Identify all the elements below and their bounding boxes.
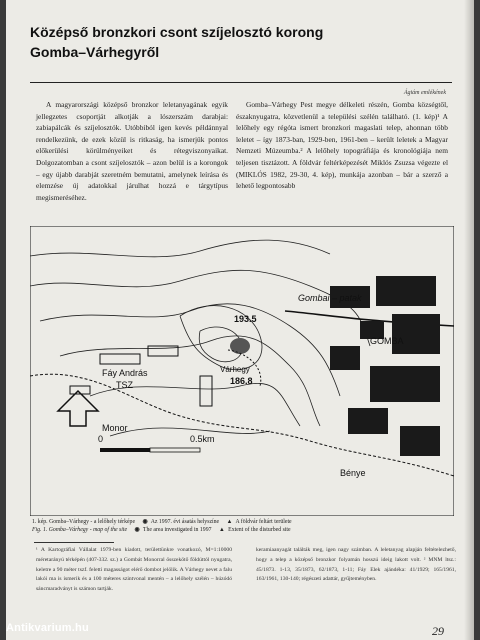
body-right-column: Gomba–Várhegy Pest megye délkeleti részén, Gomba községtől, északnyugatra, közvetlenül a települési szélén található. (1. kép)¹ A lelőhely egy régóta ismert bronzkori magaslati telep, ahonnan több leletet – így 1873-ban, 1929-ben, 1961-ben – került leletek a Magyar Nemzeti Múzeumba.² A lelőhely topográfiája és kronológiája nem teljesen tisztázott. A földvár feltérképezését Miklós Zsuzsa végezte el (MIKLÓS 1982, 29-30, 4. kép), munkája azonban – bár a szerző a lehető legpontosabb	[236, 100, 448, 191]
label-road-benye: Bénye	[340, 468, 366, 478]
footnote-right: keramiaanyagát találták meg, igen nagy számban. A leletanyag alapján feltételezhető, hogy a telep a középső bronzkor folyamán hosszú ideig lakott volt. ² MNM ltsz.: 45/1873. 1-13, 35/1873, 62/1873, 1-11; Fáy Elek ajándéka: 41/1929; 165/1961, 163/1961, 130-140; régészeti adattár, gyűjteményben.	[256, 547, 456, 583]
page-number: 29	[432, 624, 444, 638]
caption-hu-symbol1: Az 1997. évi ásatás helyszíne	[150, 519, 220, 525]
excavation-area	[230, 338, 250, 354]
triangle-symbol-icon: ▲	[226, 519, 233, 525]
book-page	[6, 0, 474, 640]
caption-en-symbol2: Extent of the disturbed site	[228, 527, 291, 533]
caption-hu-row	[32, 518, 462, 526]
caption-en-row	[32, 526, 462, 534]
title-line-1: Középső bronzkori csont szíjelosztó korong	[30, 24, 324, 40]
label-estate-line2: TSZ	[116, 380, 133, 390]
caption-hu-symbol2: A földvár feltárt területe	[235, 519, 292, 525]
title-divider	[30, 82, 452, 83]
label-scale-start: 0	[98, 434, 104, 444]
label-village: GOMBA	[370, 336, 404, 346]
dedication: Ágiám emlékének	[403, 90, 446, 96]
label-elevation-2: 186.8	[230, 376, 253, 386]
label-road-monor: Monor	[102, 423, 128, 433]
label-estate-line1: Fáy András	[102, 368, 148, 378]
article-title	[30, 22, 450, 62]
triangle-symbol-icon: ▲	[218, 527, 225, 533]
caption-en: Fig. 1. Gomba–Várhegy - map of the site	[32, 527, 128, 533]
label-hill: Várhegy	[220, 365, 250, 374]
title-line-2: Gomba–Várhegyről	[30, 44, 160, 60]
label-elevation-1: 193.5	[234, 314, 257, 324]
excavation-symbol-icon: ◉	[134, 527, 140, 533]
label-scale-end: 0.5km	[190, 434, 215, 444]
caption-en-symbol1: The area investigated in 1997	[142, 527, 212, 533]
page-spine-shadow	[464, 0, 474, 640]
caption-hu: 1. kép. Gomba–Várhegy - a lelőhely térképe	[32, 519, 136, 525]
scale-bar-segment	[150, 448, 200, 452]
excavation-symbol-icon: ◉	[142, 519, 148, 525]
label-stream: Gombai – patak	[298, 293, 362, 303]
site-map	[30, 226, 454, 516]
footnote-divider	[34, 542, 114, 543]
footnote-left: ¹ A Kartográfiai Vállalat 1979-ben kiadott, területtünkre vonatkozó, M=1:10000 méretarányú térképén (407-332. sz.) a Gombát Monorral összekötő földúttól nyugatra, keletre a 90 méter tszf. feletti magasságot elérő dombot jelölik. A Várhegy nevet a falu lakói ma is ismerik és a 100 méteres szintvonal mentén – a lelőhely szélén – húzódó sáncmaradványt is számon tartják.	[36, 547, 232, 593]
map-caption	[32, 518, 462, 534]
watermark: Antikvarium.hu	[6, 622, 89, 634]
body-left-column: A magyarországi középső bronzkor leletanyagának egyik jellegzetes csoportját alkotják a lószerszám darabjai: zabiapálcák és szíjelosztók. Utóbbiból igen kevés példánnyal rendelkezünk, de ezek közül is ritkaság, ha ismerjük pontos előkerülési körülményeiket és rétegviszonyaikat. Dolgozatomban a csont szíjelosztók – azon belül is a korongok – egy újabb darabját szeretném bemutatni, amelynek leírása és elemzése új adatokkal járulhat hozzá e tárgytípus megismeréséhez.	[36, 100, 228, 202]
